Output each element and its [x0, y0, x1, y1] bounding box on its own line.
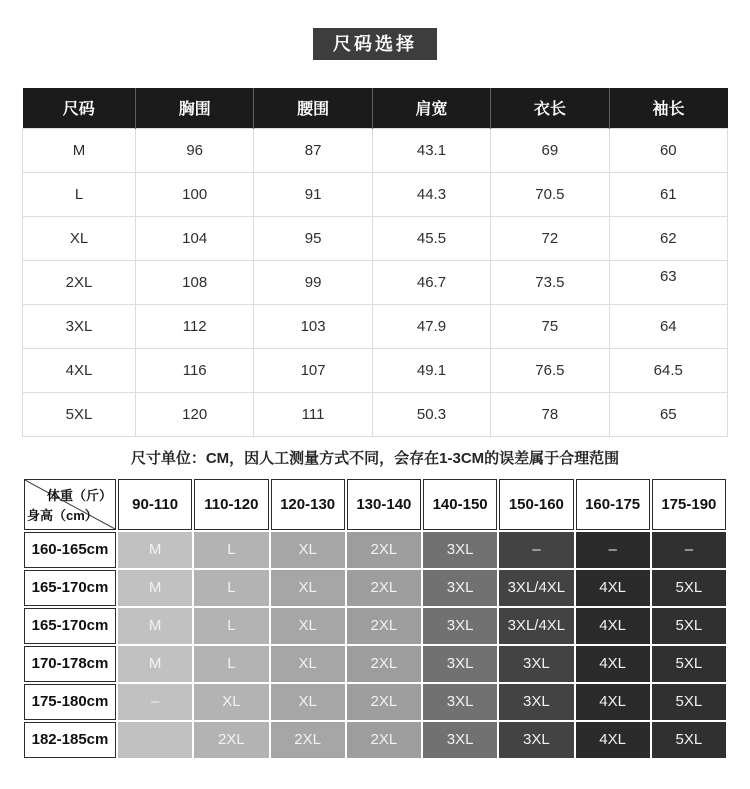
- measurement-cell: 65: [609, 392, 727, 436]
- recommended-size-cell: 2XL: [347, 532, 421, 568]
- recommended-size-cell: 5XL: [652, 646, 726, 682]
- measurement-cell: 108: [136, 260, 254, 304]
- recommended-size-cell: –: [652, 532, 726, 568]
- size-table: [22, 88, 728, 437]
- measurement-cell: 47.9: [372, 304, 490, 348]
- height-range-header: 160-165cm: [24, 532, 116, 568]
- rec-table-body: [24, 532, 726, 758]
- recommended-size-cell: M: [118, 646, 192, 682]
- recommended-size-cell: –: [576, 532, 650, 568]
- weight-range-header: 120-130: [271, 479, 345, 530]
- recommended-size-cell: 5XL: [652, 570, 726, 606]
- size-label-cell: M: [23, 128, 136, 172]
- recommended-size-cell: 4XL: [576, 684, 650, 720]
- size-label-cell: 4XL: [23, 348, 136, 392]
- recommended-size-cell: 5XL: [652, 608, 726, 644]
- size-table-row: [23, 172, 728, 216]
- size-label-cell: 3XL: [23, 304, 136, 348]
- recommendation-row: [24, 570, 726, 606]
- height-range-header: 175-180cm: [24, 684, 116, 720]
- size-table-row: [23, 128, 728, 172]
- recommended-size-cell: 4XL: [576, 570, 650, 606]
- measurement-cell: 111: [254, 392, 372, 436]
- measurement-cell: 50.3: [372, 392, 490, 436]
- weight-range-header: 140-150: [423, 479, 497, 530]
- measurement-cell: 43.1: [372, 128, 490, 172]
- recommended-size-cell: L: [194, 532, 268, 568]
- recommended-size-cell: 3XL: [499, 646, 573, 682]
- measurement-cell: 91: [254, 172, 372, 216]
- recommended-size-cell: XL: [194, 684, 268, 720]
- weight-range-header: 110-120: [194, 479, 268, 530]
- measurement-cell: 100: [136, 172, 254, 216]
- measurement-cell: 116: [136, 348, 254, 392]
- size-table-column-header: 胸围: [136, 88, 254, 128]
- measurement-cell: 45.5: [372, 216, 490, 260]
- measurement-cell: 87: [254, 128, 372, 172]
- recommendation-row: [24, 608, 726, 644]
- page-title: 尺码选择: [313, 28, 437, 60]
- recommended-size-cell: XL: [271, 608, 345, 644]
- recommended-size-cell: L: [194, 570, 268, 606]
- height-range-header: 170-178cm: [24, 646, 116, 682]
- height-range-header: 165-170cm: [24, 570, 116, 606]
- recommended-size-cell: 2XL: [347, 570, 421, 606]
- recommended-size-cell: XL: [271, 684, 345, 720]
- recommended-size-cell: 2XL: [347, 684, 421, 720]
- size-table-column-header: 腰围: [254, 88, 372, 128]
- measurement-cell: 64: [609, 304, 727, 348]
- size-table-column-header: 肩宽: [372, 88, 490, 128]
- size-recommendation-table: [22, 477, 728, 760]
- measurement-cell: 69: [491, 128, 609, 172]
- recommended-size-cell: 3XL/4XL: [499, 570, 573, 606]
- size-label-cell: 5XL: [23, 392, 136, 436]
- weight-range-header: 150-160: [499, 479, 573, 530]
- size-table-column-header: 袖长: [609, 88, 727, 128]
- recommended-size-cell: 5XL: [652, 722, 726, 758]
- measurement-cell: 63: [609, 260, 727, 304]
- measurement-cell: 61: [609, 172, 727, 216]
- recommended-size-cell: XL: [271, 570, 345, 606]
- measurement-cell: 103: [254, 304, 372, 348]
- recommendation-row: [24, 722, 726, 758]
- size-table-column-header: 衣长: [491, 88, 609, 128]
- height-axis-label: 身高（cm）: [27, 507, 98, 523]
- measurement-cell: 73.5: [491, 260, 609, 304]
- recommended-size-cell: M: [118, 608, 192, 644]
- recommended-size-cell: 3XL: [499, 684, 573, 720]
- size-table-row: [23, 260, 728, 304]
- size-table-column-header: 尺码: [23, 88, 136, 128]
- recommended-size-cell: 2XL: [347, 722, 421, 758]
- height-range-header: 182-185cm: [24, 722, 116, 758]
- weight-range-header: 130-140: [347, 479, 421, 530]
- recommended-size-cell: 4XL: [576, 646, 650, 682]
- recommended-size-cell: M: [118, 570, 192, 606]
- measurement-note: 尺寸单位：CM，因人工测量方式不同，会存在1-3CM的误差属于合理范围: [130, 449, 620, 467]
- recommended-size-cell: 3XL: [423, 722, 497, 758]
- size-table-body: [23, 128, 728, 436]
- measurement-cell: 62: [609, 216, 727, 260]
- measurement-cell: 60: [609, 128, 727, 172]
- recommended-size-cell: L: [194, 608, 268, 644]
- measurement-cell: 64.5: [609, 348, 727, 392]
- measurement-cell: 75: [491, 304, 609, 348]
- recommended-size-cell: 2XL: [194, 722, 268, 758]
- rec-table-header-row: [24, 479, 726, 530]
- recommended-size-cell: 3XL: [423, 532, 497, 568]
- measurement-cell: 120: [136, 392, 254, 436]
- measurement-cell: 107: [254, 348, 372, 392]
- title-row: [0, 0, 750, 60]
- size-label-cell: XL: [23, 216, 136, 260]
- recommended-size-cell: 3XL: [423, 646, 497, 682]
- recommended-size-cell: XL: [271, 532, 345, 568]
- measurement-cell: 96: [136, 128, 254, 172]
- recommended-size-cell: 4XL: [576, 608, 650, 644]
- size-label-cell: L: [23, 172, 136, 216]
- recommended-size-cell: 3XL: [499, 722, 573, 758]
- measurement-cell: 99: [254, 260, 372, 304]
- size-table-row: [23, 304, 728, 348]
- measurement-cell: 76.5: [491, 348, 609, 392]
- recommended-size-cell: [118, 722, 192, 758]
- measurement-cell: 78: [491, 392, 609, 436]
- measurement-cell: 70.5: [491, 172, 609, 216]
- recommended-size-cell: XL: [271, 646, 345, 682]
- recommended-size-cell: L: [194, 646, 268, 682]
- recommended-size-cell: 4XL: [576, 722, 650, 758]
- recommendation-row: [24, 684, 726, 720]
- size-label-cell: 2XL: [23, 260, 136, 304]
- weight-range-header: 160-175: [576, 479, 650, 530]
- size-table-row: [23, 392, 728, 436]
- measurement-cell: 112: [136, 304, 254, 348]
- recommendation-row: [24, 646, 726, 682]
- measurement-cell: 72: [491, 216, 609, 260]
- size-table-row: [23, 348, 728, 392]
- measurement-cell: 46.7: [372, 260, 490, 304]
- recommended-size-cell: 2XL: [271, 722, 345, 758]
- recommended-size-cell: 3XL/4XL: [499, 608, 573, 644]
- measurement-cell: 95: [254, 216, 372, 260]
- recommended-size-cell: 3XL: [423, 570, 497, 606]
- recommended-size-cell: M: [118, 532, 192, 568]
- recommended-size-cell: –: [499, 532, 573, 568]
- corner-cell: [24, 479, 116, 530]
- height-range-header: 165-170cm: [24, 608, 116, 644]
- measurement-cell: 49.1: [372, 348, 490, 392]
- measurement-cell: 44.3: [372, 172, 490, 216]
- weight-range-header: 90-110: [118, 479, 192, 530]
- weight-range-header: 175-190: [652, 479, 726, 530]
- measurement-cell: 104: [136, 216, 254, 260]
- size-table-header-row: [23, 88, 728, 128]
- recommended-size-cell: 2XL: [347, 646, 421, 682]
- recommended-size-cell: 3XL: [423, 684, 497, 720]
- size-table-row: [23, 216, 728, 260]
- weight-axis-label: 体重（斤）: [46, 487, 112, 503]
- recommended-size-cell: 5XL: [652, 684, 726, 720]
- recommended-size-cell: –: [118, 684, 192, 720]
- recommended-size-cell: 2XL: [347, 608, 421, 644]
- recommendation-row: [24, 532, 726, 568]
- recommended-size-cell: 3XL: [423, 608, 497, 644]
